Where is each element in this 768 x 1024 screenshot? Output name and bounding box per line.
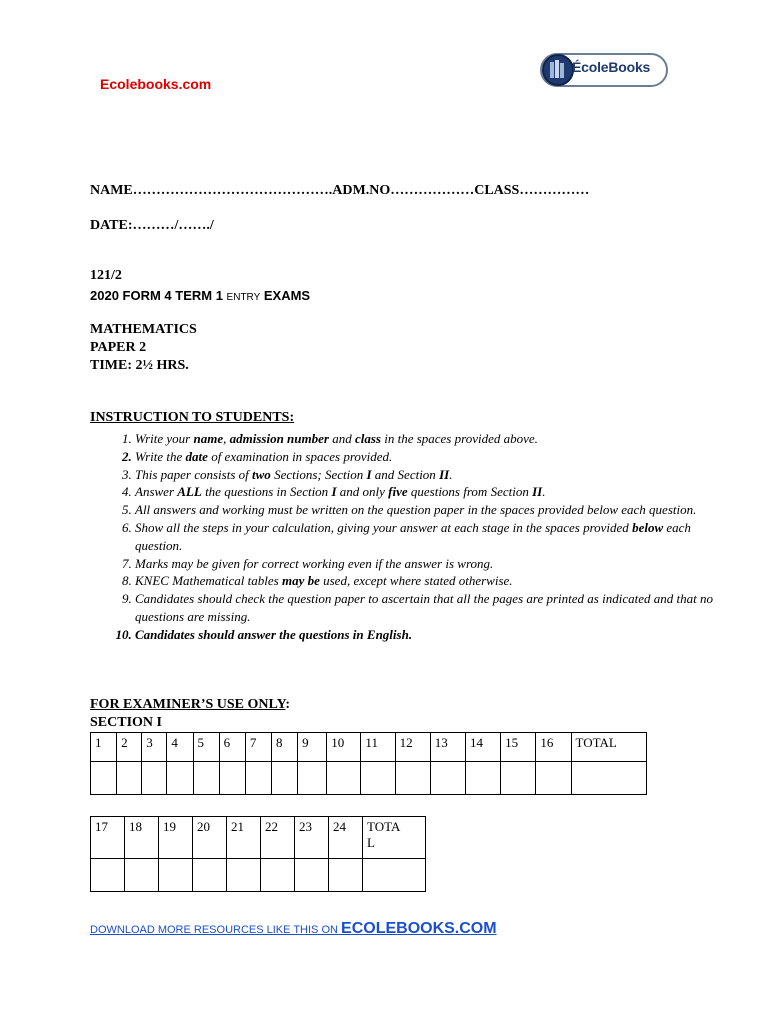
examiner-use-heading-text: FOR EXAMINER’S USE ONLY (90, 697, 286, 712)
examiner-use-heading (90, 697, 290, 713)
download-resources-link[interactable] (90, 920, 497, 938)
marks-header-cell: 3 (142, 733, 167, 762)
paper-number: PAPER 2 (90, 340, 147, 355)
instruction-text: II (532, 484, 543, 500)
instruction-text: , (223, 431, 230, 446)
marks-score-cell[interactable] (167, 762, 193, 795)
marks-score-cell[interactable] (117, 762, 142, 795)
instruction-item (135, 555, 735, 573)
instruction-text: admission number (229, 431, 329, 446)
ecolebooks-logo (540, 48, 670, 92)
exam-time: TIME: 2½ HRS. (90, 358, 189, 373)
ecolebooks-link[interactable]: Ecolebooks.com (100, 76, 212, 92)
instruction-text: This paper consists of (135, 466, 253, 482)
marks-header-cell: TOTAL (571, 733, 646, 762)
instructions-heading-text: INSTRUCTION TO STUDENTS (90, 410, 290, 425)
instruction-item (135, 430, 735, 448)
instruction-item (135, 626, 735, 644)
marks-score-cell[interactable] (430, 762, 465, 795)
marks-header-cell: 8 (271, 733, 297, 762)
marks-header-cell: 17 (91, 817, 125, 859)
marks-score-cell[interactable] (363, 859, 426, 892)
marks-header-cell: 2 (117, 733, 142, 762)
marks-table-2-header-row (91, 817, 426, 859)
marks-score-cell[interactable] (395, 762, 430, 795)
marks-header-cell: 14 (465, 733, 500, 762)
instruction-item (135, 483, 735, 501)
instruction-item (135, 466, 735, 484)
marks-header-cell: 1 (91, 733, 117, 762)
marks-header-cell: 5 (193, 733, 219, 762)
instruction-text: KNEC Mathematical tables (135, 573, 282, 589)
instruction-text: Show all the steps in your calculation, giving your answer at each stage in the spaces provided (135, 519, 633, 535)
download-site: ECOLEBOOKS.COM (341, 920, 497, 937)
marks-header-cell: 22 (261, 817, 295, 859)
download-prefix: DOWNLOAD MORE RESOURCES LIKE THIS ON (90, 924, 342, 936)
instruction-text: each question. (135, 519, 691, 553)
instruction-item (135, 519, 735, 555)
marks-header-cell: 20 (193, 817, 227, 859)
instruction-text: of examination in spaces provided. (207, 448, 393, 464)
instruction-text: I (331, 484, 337, 500)
marks-score-cell[interactable] (261, 859, 295, 892)
instruction-item (135, 572, 735, 590)
marks-score-cell[interactable] (465, 762, 500, 795)
marks-score-cell[interactable] (361, 762, 395, 795)
marks-score-cell[interactable] (227, 859, 261, 892)
section-label: SECTION I (90, 715, 162, 730)
instruction-text: five (388, 484, 408, 500)
marks-score-cell[interactable] (91, 762, 117, 795)
marks-header-cell: 13 (430, 733, 465, 762)
marks-header-cell: 15 (501, 733, 536, 762)
marks-score-cell[interactable] (219, 762, 245, 795)
marks-header-cell: 24 (329, 817, 363, 859)
marks-header-cell: 23 (295, 817, 329, 859)
marks-score-cell[interactable] (501, 762, 536, 795)
marks-header-cell: 4 (167, 733, 193, 762)
exam-title-end: EXAMS (260, 288, 311, 303)
marks-score-cell[interactable] (271, 762, 297, 795)
instruction-text: . (449, 466, 453, 482)
instruction-text: Answer (135, 484, 178, 500)
marks-score-cell[interactable] (536, 762, 571, 795)
marks-header-cell: 11 (361, 733, 395, 762)
marks-score-cell[interactable] (193, 859, 227, 892)
instruction-text: All answers and working must be written on the question paper in the spaces provided below each question. (135, 502, 697, 518)
instruction-text: Write your (135, 431, 194, 446)
marks-header-cell: 12 (395, 733, 430, 762)
marks-score-cell[interactable] (298, 762, 327, 795)
subject: MATHEMATICS (90, 322, 197, 337)
marks-header-cell: 7 (245, 733, 271, 762)
paper-code: 121/2 (90, 268, 122, 283)
marks-header-cell: 6 (219, 733, 245, 762)
marks-header-cell: 18 (125, 817, 159, 859)
instruction-text: II (439, 466, 450, 482)
instruction-text: below (632, 519, 664, 535)
name-admno-class-line: NAME…………………………………….ADM.NO………………CLASS…………… (90, 183, 590, 198)
instruction-text: the questions in Section (201, 484, 332, 500)
instruction-item (135, 590, 735, 626)
marks-header-cell: 9 (298, 733, 327, 762)
instruction-text: Candidates should answer the questions in English. (135, 626, 413, 642)
marks-table-2-score-row (91, 859, 426, 892)
instruction-text: may be (281, 573, 320, 589)
exam-title-small: ENTRY (226, 292, 261, 303)
marks-score-cell[interactable] (571, 762, 646, 795)
instruction-text: name (193, 431, 224, 446)
instructions-heading (90, 410, 294, 426)
instruction-text: date (185, 448, 208, 464)
marks-score-cell[interactable] (329, 859, 363, 892)
exam-title (90, 288, 310, 303)
instruction-text: Marks may be given for correct working even if the answer is wrong. (135, 555, 494, 571)
instruction-text: ALL (177, 484, 202, 500)
marks-header-cell: TOTA L (363, 817, 426, 859)
marks-score-cell[interactable] (193, 762, 219, 795)
marks-table-2 (90, 816, 426, 892)
marks-header-cell: 19 (159, 817, 193, 859)
instruction-text: . (542, 484, 546, 500)
exam-title-main: 2020 FORM 4 TERM 1 (90, 288, 227, 303)
instruction-text: class (354, 431, 381, 446)
marks-score-cell[interactable] (245, 762, 271, 795)
marks-score-cell[interactable] (327, 762, 361, 795)
marks-table-1 (90, 732, 647, 795)
instruction-text: questions from Section (407, 484, 533, 500)
instruction-text: Sections; Section (270, 466, 367, 482)
instruction-text: and only (336, 484, 389, 500)
instruction-text: I (366, 466, 372, 482)
instruction-text: Candidates should check the question paper to ascertain that all the pages are printed as indicated and that no questions are missing. (135, 591, 713, 624)
marks-score-cell[interactable] (142, 762, 167, 795)
instruction-text: in the spaces provided above. (380, 431, 538, 446)
marks-table-1-header-row (91, 733, 647, 762)
instruction-text: two (252, 466, 271, 482)
instruction-text: Write the (135, 448, 186, 464)
examiner-use-heading-colon: : (285, 697, 291, 712)
marks-score-cell[interactable] (159, 859, 193, 892)
instructions-heading-colon: : (289, 410, 295, 425)
marks-header-cell: 21 (227, 817, 261, 859)
instruction-item (135, 501, 735, 519)
marks-table-1-score-row (91, 762, 647, 795)
date-line: DATE:………/……./ (90, 218, 214, 233)
marks-header-cell: 10 (327, 733, 361, 762)
marks-header-cell: 16 (536, 733, 571, 762)
instruction-text: and (328, 431, 355, 446)
instruction-text: used, except where stated otherwise. (319, 573, 513, 589)
marks-score-cell[interactable] (125, 859, 159, 892)
marks-score-cell[interactable] (91, 859, 125, 892)
instruction-item (135, 448, 735, 466)
instructions-list (90, 430, 735, 644)
logo-text: ÉcoleBooks (572, 59, 651, 75)
instruction-text: and Section (371, 466, 440, 482)
marks-score-cell[interactable] (295, 859, 329, 892)
